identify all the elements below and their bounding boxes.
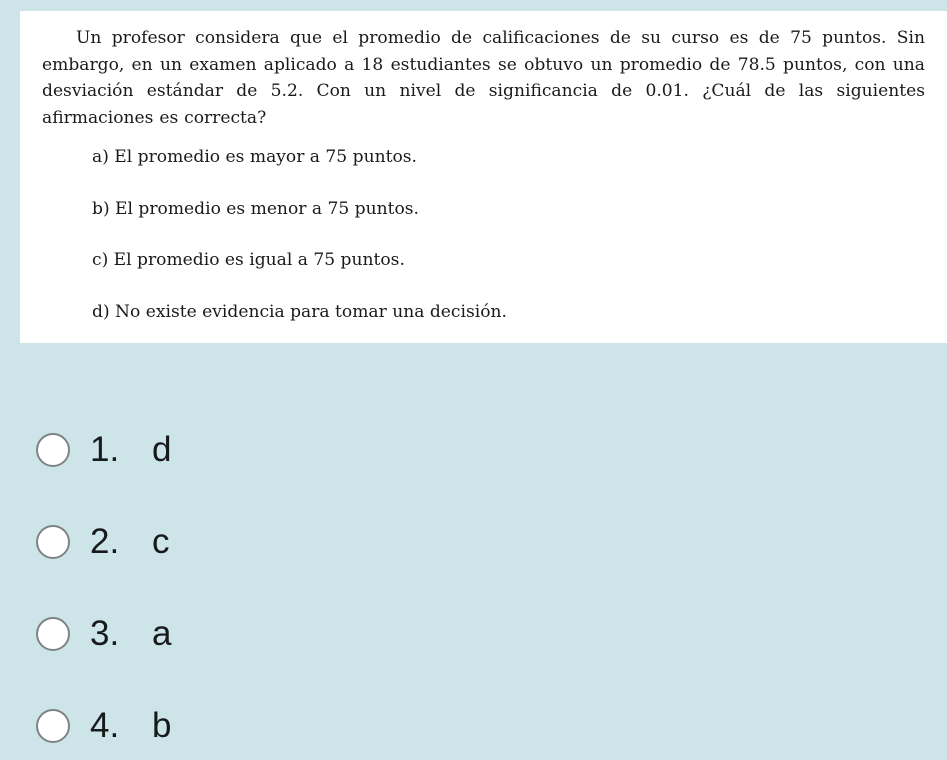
question-card (20, 11, 947, 343)
question-body (20, 11, 947, 337)
question-choice-d: d) No existe evidencia para tomar una decisión. (92, 301, 507, 322)
answer-option-4[interactable] (36, 703, 436, 749)
answer-option-1-index: 1. (90, 430, 120, 469)
answer-options-group (0, 343, 947, 760)
answer-option-4-index: 4. (90, 706, 120, 745)
radio-unchecked-icon[interactable] (36, 433, 70, 467)
answer-option-3-index: 3. (90, 614, 120, 653)
radio-unchecked-icon[interactable] (36, 525, 70, 559)
question-choice-c: c) El promedio es igual a 75 puntos. (92, 250, 405, 271)
answer-option-2[interactable] (36, 519, 436, 565)
question-statement: Un profesor considera que el promedio de calificaciones de su curso es de 75 puntos. Sin embargo, en un examen aplicado a 18 estudiantes se obtuvo un promedio de 78.5 puntos, con una desviación estándar de 5.2. Con un nivel de significancia de 0.01. ¿Cuál de las siguientes afirmaciones es correcta? (42, 28, 925, 128)
question-choice-list (42, 131, 925, 337)
answer-option-1[interactable] (36, 427, 436, 473)
answer-option-1-label: d (152, 430, 172, 469)
radio-unchecked-icon[interactable] (36, 617, 70, 651)
question-choice-b: b) El promedio es menor a 75 puntos. (92, 198, 419, 219)
answer-option-2-label: c (152, 522, 170, 561)
question-choice-a: a) El promedio es mayor a 75 puntos. (92, 147, 417, 168)
answer-option-3-label: a (152, 614, 172, 653)
answer-option-4-label: b (152, 706, 172, 745)
radio-unchecked-icon[interactable] (36, 709, 70, 743)
answer-option-2-index: 2. (90, 522, 120, 561)
answer-option-3[interactable] (36, 611, 436, 657)
